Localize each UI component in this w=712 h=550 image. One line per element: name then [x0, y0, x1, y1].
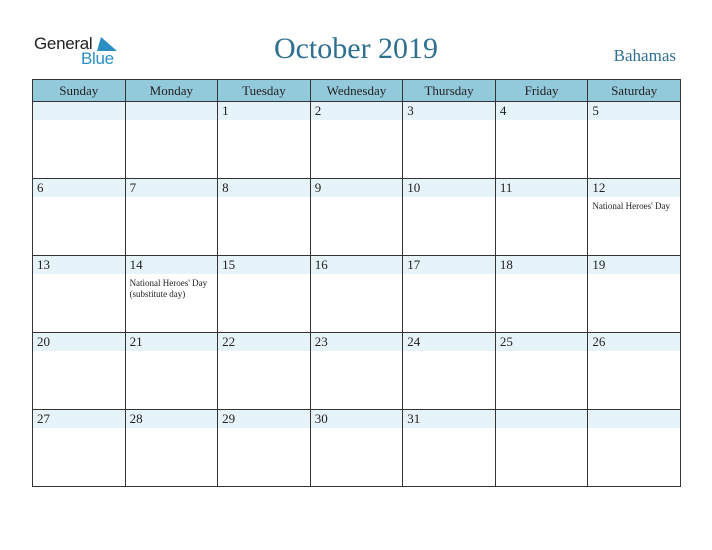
- day-number: 18: [496, 256, 588, 274]
- weekday-header: Thursday: [403, 80, 496, 102]
- day-number: 19: [588, 256, 680, 274]
- holiday-label: National Heroes' Day (substitute day): [129, 278, 208, 299]
- day-number: 6: [33, 179, 125, 197]
- day-cell: [495, 102, 588, 179]
- day-number: 16: [311, 256, 403, 274]
- day-cell: [33, 256, 126, 333]
- calendar-title: October 2019: [273, 32, 439, 65]
- day-cell: [33, 102, 126, 179]
- week-row: [33, 102, 681, 179]
- day-cell: [125, 102, 218, 179]
- day-number: 25: [496, 333, 588, 351]
- day-cell: [495, 256, 588, 333]
- week-row: [33, 410, 681, 487]
- day-cell: [588, 102, 681, 179]
- day-number: 1: [218, 102, 310, 120]
- day-cell: [495, 410, 588, 487]
- day-number: 30: [311, 410, 403, 428]
- day-cell: [495, 179, 588, 256]
- day-number: 28: [126, 410, 218, 428]
- day-cell: [33, 333, 126, 410]
- weekday-header: Sunday: [33, 80, 126, 102]
- day-number: 15: [218, 256, 310, 274]
- day-cell: [403, 410, 496, 487]
- day-number: 8: [218, 179, 310, 197]
- day-number: 14: [126, 256, 218, 274]
- day-cell: [495, 333, 588, 410]
- day-number: 12: [588, 179, 680, 197]
- day-number: 22: [218, 333, 310, 351]
- week-row: [33, 333, 681, 410]
- day-number: 24: [403, 333, 495, 351]
- day-cell: [310, 410, 403, 487]
- weekday-header: Tuesday: [218, 80, 311, 102]
- day-number: [588, 410, 680, 428]
- holiday-label: National Heroes' Day: [592, 201, 670, 211]
- day-number: [33, 102, 125, 120]
- day-cell: [588, 410, 681, 487]
- day-number: 31: [403, 410, 495, 428]
- weekday-header: Friday: [495, 80, 588, 102]
- logo-text-blue: Blue: [81, 49, 114, 68]
- day-number: 9: [311, 179, 403, 197]
- day-cell: [218, 179, 311, 256]
- day-number: 3: [403, 102, 495, 120]
- day-cell: [218, 410, 311, 487]
- day-cell: [218, 256, 311, 333]
- day-cell: [403, 179, 496, 256]
- day-cell: [310, 333, 403, 410]
- day-cell: [218, 102, 311, 179]
- logo-text-general: General: [34, 34, 93, 53]
- day-cell: [125, 333, 218, 410]
- week-row: [33, 256, 681, 333]
- day-cell: [33, 179, 126, 256]
- day-number: 11: [496, 179, 588, 197]
- weekday-header-row: [33, 80, 681, 102]
- country-label: Bahamas: [613, 46, 676, 65]
- day-cell: [125, 410, 218, 487]
- day-number: 20: [33, 333, 125, 351]
- day-number: 21: [126, 333, 218, 351]
- day-cell: [403, 333, 496, 410]
- day-number: 27: [33, 410, 125, 428]
- day-cell: [588, 256, 681, 333]
- day-cell: [33, 410, 126, 487]
- day-cell: [125, 179, 218, 256]
- day-number: 13: [33, 256, 125, 274]
- weekday-header: Saturday: [588, 80, 681, 102]
- day-cell: [588, 333, 681, 410]
- weekday-header: Wednesday: [310, 80, 403, 102]
- day-number: 23: [311, 333, 403, 351]
- day-number: 5: [588, 102, 680, 120]
- day-cell: [310, 256, 403, 333]
- day-number: 2: [311, 102, 403, 120]
- day-cell: [310, 179, 403, 256]
- calendar-grid: [32, 79, 681, 487]
- day-cell: [588, 179, 681, 256]
- week-row: [33, 179, 681, 256]
- day-cell: [403, 102, 496, 179]
- day-number: 7: [126, 179, 218, 197]
- day-number: 29: [218, 410, 310, 428]
- day-cell: [125, 256, 218, 333]
- day-cell: [218, 333, 311, 410]
- day-cell: [403, 256, 496, 333]
- day-number: 10: [403, 179, 495, 197]
- day-cell: [310, 102, 403, 179]
- weekday-header: Monday: [125, 80, 218, 102]
- day-number: [496, 410, 588, 428]
- day-number: [126, 102, 218, 120]
- day-number: 17: [403, 256, 495, 274]
- day-number: 26: [588, 333, 680, 351]
- day-number: 4: [496, 102, 588, 120]
